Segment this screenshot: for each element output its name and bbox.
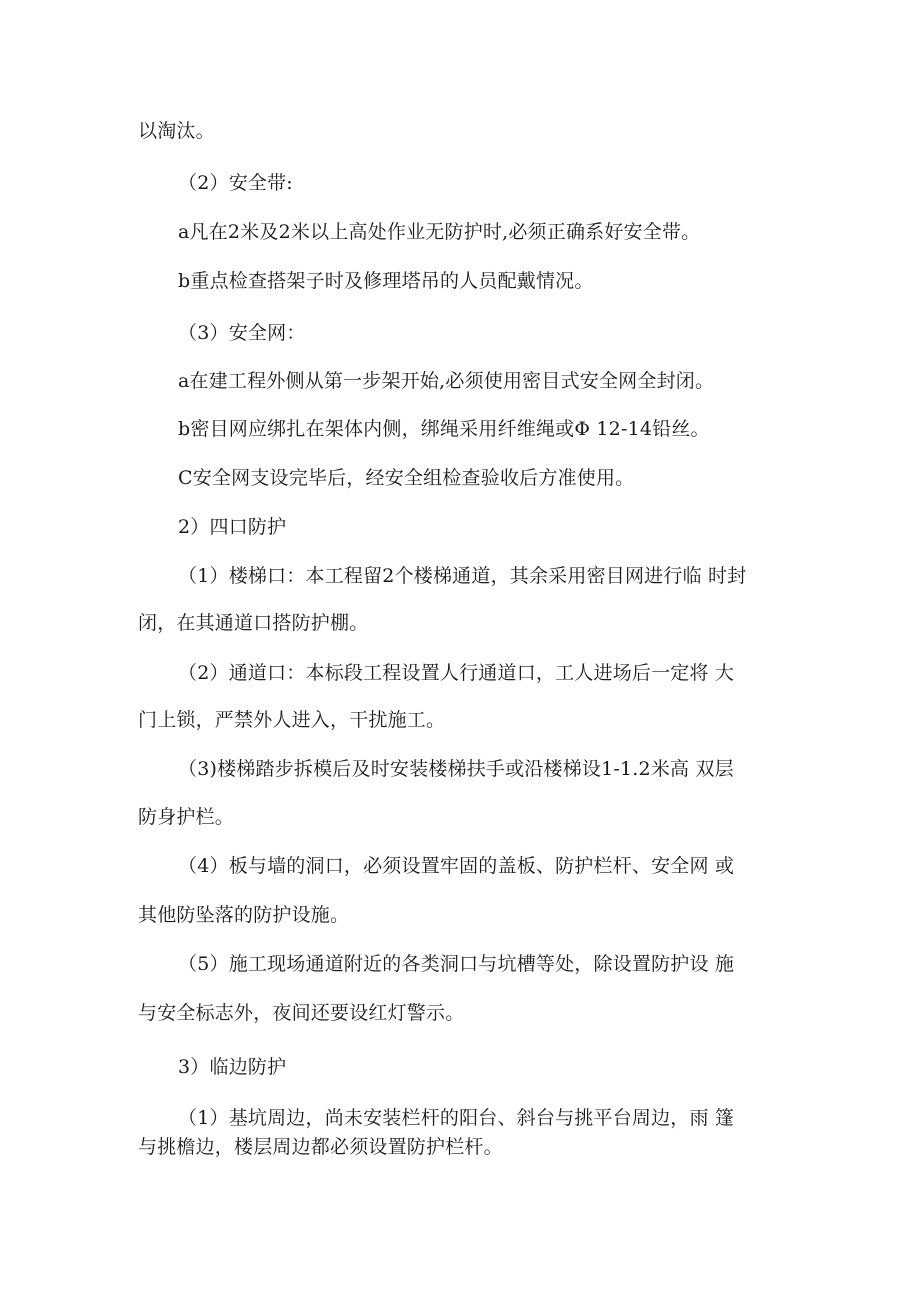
section-heading: 2）四口防护 xyxy=(178,516,287,538)
text-line: 门上锁，严禁外人进入，干扰施工。 xyxy=(138,709,446,731)
text-line: （4）板与墙的洞口，必须设置牢固的盖板、防护栏杆、安全网 或 xyxy=(178,855,735,877)
section-heading: （2）安全带: xyxy=(178,172,293,194)
section-heading: （3）安全网： xyxy=(178,322,306,344)
text-line: 以淘汰。 xyxy=(138,120,215,142)
section-heading: 3）临边防护 xyxy=(178,1056,287,1078)
text-line: 闭，在其通道口搭防护棚。 xyxy=(138,612,369,634)
text-line: （2）通道口：本标段工程设置人行通道口，工人进场后一定将 大 xyxy=(178,662,735,684)
text-line: 其他防坠落的防护设施。 xyxy=(138,904,350,926)
text-line: （1）基坑周边，尚未安装栏杆的阳台、斜台与挑平台周边，雨 篷 xyxy=(178,1107,735,1129)
text-line: 防身护栏。 xyxy=(138,806,235,828)
text-line: a在建工程外侧从第一步架开始,必须使用密目式安全网全封闭。 xyxy=(178,370,715,392)
text-line: a凡在2米及2米以上高处作业无防护时,必须正确系好安全带。 xyxy=(178,221,701,243)
text-line: C安全网支设完毕后，经安全组检查验收后方准使用。 xyxy=(178,467,635,489)
text-line: （1）楼梯口：本工程留2个楼梯通道，其余采用密目网进行临 时封 xyxy=(178,565,747,587)
text-line: （5）施工现场通道附近的各类洞口与坑槽等处，除设置防护设 施 xyxy=(178,953,735,975)
text-line: b密目网应绑扎在架体内侧，绑绳采用纤维绳或Φ 12-14铅丝。 xyxy=(178,418,710,440)
text-line: 与挑檐边，楼层周边都必须设置防护栏杆。 xyxy=(138,1136,503,1158)
text-line: （3)楼梯踏步拆模后及时安装楼梯扶手或沿楼梯设1-1.2米高 双层 xyxy=(178,758,734,780)
text-line: b重点检查搭架子时及修理塔吊的人员配戴情况。 xyxy=(178,270,594,292)
text-line: 与安全标志外，夜间还要设红灯警示。 xyxy=(138,1002,465,1024)
